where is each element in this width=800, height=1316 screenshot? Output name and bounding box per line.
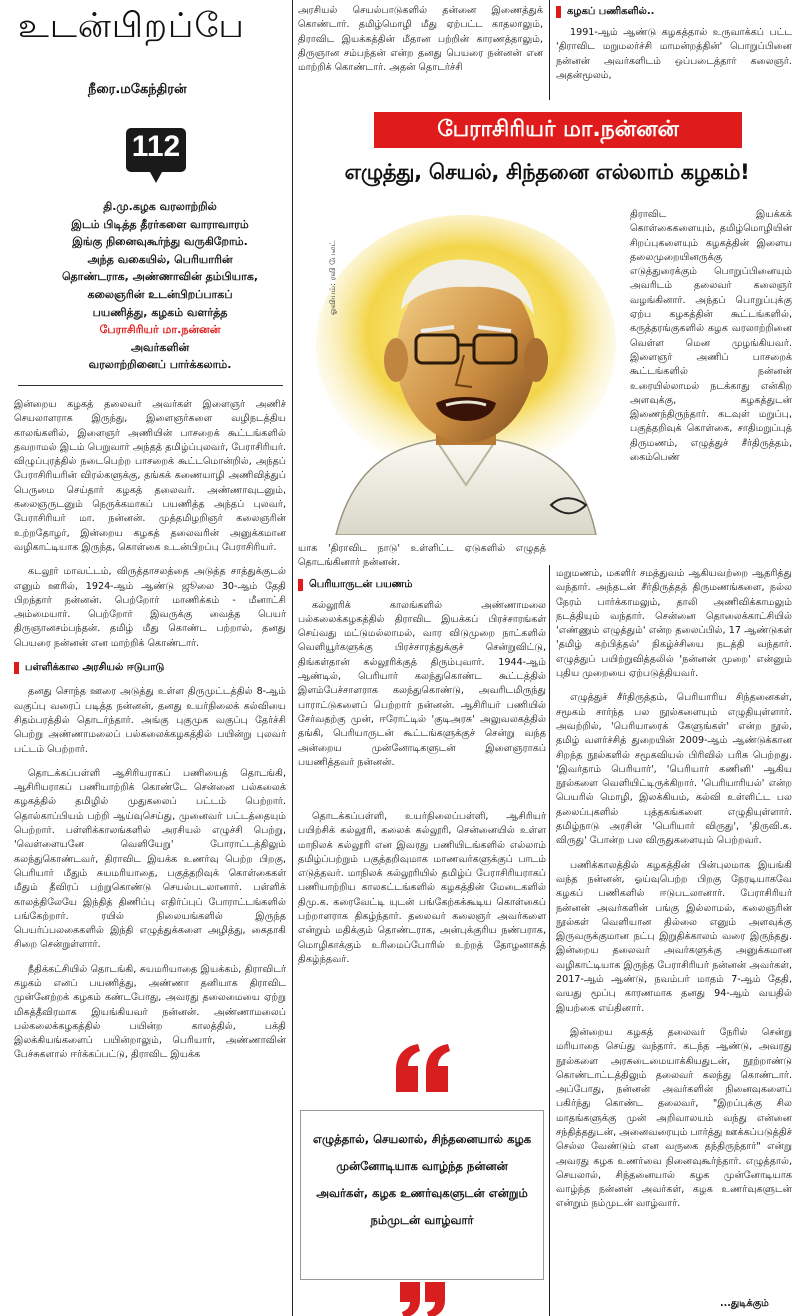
intro-line: இடம் பிடித்த தீரர்களை வாராவாரம் <box>71 217 249 231</box>
portrait-illustration <box>296 205 626 535</box>
intro-line: கலைஞரின் உடன்பிறப்பாகப் <box>87 287 233 301</box>
intro-block <box>40 198 280 374</box>
intro-divider <box>18 385 283 386</box>
column-divider <box>549 0 550 100</box>
column-3-top <box>556 6 792 102</box>
headline-main: எழுத்து, செயல், சிந்தனை எல்லாம் கழகம்! <box>344 160 750 184</box>
author-name: நீரை.மகேந்திரன் <box>88 82 187 97</box>
heading-bar <box>14 662 19 674</box>
intro-line: பயணித்து, கழகம் வளர்த்த <box>92 305 228 319</box>
illustration-credit: ஓவியம்: ரவி பேலட் <box>328 240 337 315</box>
column-3-lower <box>556 567 792 1297</box>
paragraph: மறுமணம், மகளிர் சமத்துவம் ஆகியவற்றை ஆதரித்து வந்தார். அந்தடன் சீர்திருத்தத் திருமணங்களை, நல்ல நேரம் பார்க்காமலும், தாலி அணிவிக்காமலும் நடத்தியும் வந்தார். சென்னை தொலைக்காட்சியில் 'எண்ணும் எழுத்தும்' என்ற தலைப்பில், 17 ஆண்டுகள் 'தமிழ் கற்பித்தல்' நிகழ்ச்சியை நடத்தி வந்தார். எழுத்துப் பயிற்றுவித்தலில் 'நன்னன் முறை' என்னும் புதிய முறையை ஏற்படுத்தியவர். <box>556 568 792 680</box>
section-heading: பெரியாருடன் பயணம் <box>298 579 546 591</box>
paragraph: இன்றைய கழகத் தலைவர் நேரில் சென்று மரியாதை செய்து வந்தார். கடந்த ஆண்டு, அவரது நூல்களை அரசுடைமையாக்கியதுடன், நூற்றாண்டு கொண்டாட்டத்திலும் தலைவர் கலந்து கொண்டார். அப்போது, நன்னன் அவர்களின் நினைவுகளைப் பகிர்ந்து கொண்ட தலைவர், "இறப்புக்கு சில மாதங்களுக்கு முன் அறிவாலயம் வந்து என்னை சந்தித்ததுடன், அனைவரையும் பார்த்து ஊக்கப்படுத்திச் செல்ல வேண்டும் என வருகை தந்திருந்தார்" என்று அவரது கழக உணர்வை நினைவுகூர்ந்தார். எழுத்தால், செயலால், சிந்தனையால் கழக முன்னோடியாக வாழ்ந்த நன்னன் அவர்கள், கழக உணர்வுகளுடன் என்றும் நம்முடன் வாழ்வார். <box>556 1026 792 1210</box>
close-quote-icon <box>398 1280 448 1316</box>
section-heading: கழகப் பணிகளில்.. <box>556 6 792 18</box>
paragraph: கடலூர் மாவட்டம், விருத்தாசலத்தை அடுத்த சாத்துக்குடல் எனும் ஊரில், 1924-ஆம் ஆண்டு ஜூலை 30-ஆம் தேதி பிறந்தார் நன்னன். பெற்றோர் மாணிக்கம் - மீனாட்சி அம்மையார். பெற்றோர் இவருக்கு வைத்த பெயர் திருஞானசம்பந்தன். தமிழ் மீது கொண்ட பற்றால், தனது பெயரை நன்னன் என மாற்றிக் கொண்டார். <box>14 566 286 649</box>
intro-line: வரலாற்றினைப் பார்க்கலாம். <box>88 358 232 372</box>
paragraph: அரசியல் செயல்பாடுகளில் தன்னை இணைத்துக் கொண்டார். தமிழ்மொழி மீது ஏற்பட்ட காதலாலும், திராவிட இயக்கத்தின் மீதான பற்றின் காரணத்தாலும், திருஞான சம்பந்தன் என்ற தனது பெயரை நன்னன் என மாற்றிக் கொண்டார். அதன் தொடர்ச்சி <box>298 5 543 74</box>
paragraph: எழுத்துச் சீர்திருத்தம், பெரியாரிய சிந்தனைகள், சமூகம் சார்ந்த பல நூல்களையும் எழுதியுள்ளார். அவற்றில், 'பெரியாரைக் கேளுங்கள்' என்ற நூல், தமிழ் வளர்ச்சித் துறையின் 2009-ஆம் ஆண்டுக்கான சிறந்த நூல்களில் சமூகவியல் பிரிவில் பரிசு பெற்றது. 'இவர்தாம் பெரியார்', 'பெரியார் கணினி' ஆகிய நூல்களை வெளியிட்டிருக்கிறார். 'பெரியாரியல்' என்ற பெயரில் மொழி, இலக்கியம், கல்வி உள்ளிட்ட பல தலைப்புகளில் புத்தகங்களை எழுதியுள்ளார். தமிழ்நாடு அரசின் 'பெரியார் விருது', 'திருவி.க. விருது' போன்ற பல விருதுகளையும் பெற்றவர். <box>556 692 792 847</box>
paragraph: கல்லூரிக் காலங்களில் அண்ணாமலை பல்கலைக்கழகத்தில் திராவிட இயக்கப் பிரச்சாரங்கள் செய்வது மட்டுமல்லாமல், வார விடுமுறை நாட்களில் வெளியூர்களுக்கு பிரச்சாரத்துக்குச் சென்றுவிட்டு, திங்கள்தான் கல்லூரிக்குத் திரும்புவார். 1944-ஆம் ஆண்டில், பெரியார் கலந்துகொண்ட கூட்டத்தில் இளம்பேச்சாளராக கலந்துகொண்டு, அவரிடமிருந்து பாராட்டுகளைப் பெற்றார் நன்னன். ஆசிரியர் பணியில் சேர்வதற்கு முன், ஈரோட்டில் 'குடிஅரசு' அலுவலகத்தில் தங்கி, பெரியாருடன் கூட்டங்களுக்குச் சென்று வந்த அன்றைய முன்னோடிகளுடன் இளைஞராகப் பயணித்தவர் நன்னன். <box>298 599 546 768</box>
intro-line: அவர்களின் <box>130 340 190 354</box>
section-heading: பள்ளிக்கால அரசியல் ஈடுபாடு <box>14 661 286 675</box>
pull-quote <box>298 1040 546 1316</box>
paragraph: தனது சொந்த ஊரை அடுத்து உள்ள திருமுட்டத்தில் 8-ஆம் வகுப்பு வரைப் படித்த நன்னன், தனது உயர்நிலைக் கல்வியை சிதம்பரத்தில் தொடர்ந்தார். அங்கு புகுமுக வகுப்பு தேர்ச்சி பெற்று அண்ணாமலைப் பல்கலைக்கழகத்தில் பயின்று புலவர் பட்டம் பெற்றார். <box>14 686 286 755</box>
quote-text: எழுத்தால், செயலால், சிந்தனையால் கழக முன்னோடியாக வாழ்ந்த நன்னன் அவர்கள், கழக உணர்வுகளுடன் என்றும் நம்முடன் வாழ்வார் <box>312 1132 532 1227</box>
episode-badge <box>126 128 186 178</box>
paragraph: திராவிட இயக்கக் கொள்கைகளையும், தமிழ்மொழியின் சிறப்புகளையும் கழகத்தின் இளைய தலைமுறையினருக்கு எடுத்துரைக்கும் பொறுப்பினையும் அவரிடம் தலைவர் கலைஞர் வழங்கினார். அந்தப் பொறுப்புக்கு ஏற்ப கழகத்தின் கூட்டங்களில், கருத்தரங்குகளில் கழக வரலாற்றினை வெள்ள மென முழங்கியவர். இளைஞர் அணிப் பாசறைக் கூட்டங்களில் நன்னன் உரையில்லாமல் நடக்காது என்கிற அளவுக்கு, கழகத்துடன் இணைந்திருந்தார். கடவுள் மறுப்பு, பகுத்தறிவுக் கொள்கை, சாதிமறுப்புத் திருமணம், எழுத்துச் சீர்திருத்தம், கைம்பெண் <box>630 209 792 464</box>
continued-marker: ...துடிக்கும் <box>720 1298 769 1309</box>
intro-line: இங்கு நினைவுகூர்ந்து வருகிறோம். <box>72 235 248 249</box>
paragraph: யாக 'திராவிட நாடு' உள்ளிட்ட ஏடுகளில் எழுதத் தொடங்கினார் நன்னன். <box>298 543 546 569</box>
heading-bar <box>556 6 561 18</box>
intro-highlight: பேராசிரியர் மா.நன்னன் <box>99 323 221 337</box>
heading-bar <box>298 579 303 591</box>
intro-line: அந்த வகையில், பெரியாரின் <box>87 252 233 266</box>
paragraph: நீதிக்கட்சியில் தொடங்கி, சுயமரியாதை இயக்கம், திராவிடர் கழகம் எனப் பயணித்து, அண்ணா தனியாக திராவிட முன்னேற்றக் கழகம் கண்டபோது, அவரது தலைமையை ஏற்று மிகத்தீவிரமாக இயங்கியவர் நன்னன். அண்ணாமலைப் பல்கலைக்கழகத்தில் பயின்ற காலத்தில், பக்தி இலக்கியங்களைப் பயின்றாலும், பெரியார், அண்ணாவின் பேச்சுகளால் ஈர்க்கப்பட்டு, திராவிட இயக்க <box>14 963 286 1061</box>
episode-number: 112 <box>131 130 181 163</box>
paragraph: இன்றைய கழகத் தலைவர் அவர்கள் இளைஞர் அணிச் செயலாளராக இருந்து, இளைஞர்களை வழிநடத்திய காலங்களில், இளைஞர் அணியின் பாசறைக் கூட்டங்களில் தவறாமல் இடம் பெறுவார் அந்தத் தமிழ்ப்புலவர், பேராசிரியர். விழுப்புரத்தில் நடைபெற்ற பாசறைக் கூட்டமொன்றில், அந்தப் பேராசிரியரின் விரல்களுக்கு, தங்கக் கணையாழி அணிவித்துப் பெருமை செய்தார் கழகத் தலைவர். அண்ணாவுடனும், கலைஞருடனும் நெருக்கமாகப் பயணித்த அந்தப் புலவர், பேராசிரியர் மா. நன்னன். முத்தமிழறிஞர் கலைஞரின் உற்றதோழர், இன்றைய கழகத் தலைவரின் அனுக்கமான வழிகாட்டியாக இருந்த, கொள்கை உடன்பிறப்பு பேராசிரியர். <box>14 399 286 553</box>
open-quote-icon <box>392 1042 452 1094</box>
column-1 <box>14 398 286 1313</box>
paragraph: தொடக்கப்பள்ளி ஆசிரியராகப் பணியைத் தொடங்கி, ஆசிரியராகப் பணியாற்றிக் கொண்டே சென்னை பல்கலைக் கழகத்தில் தமிழில் முதுகலைப் பட்டம் பெற்றார். தொல்காப்பியம் பற்றி ஆய்வுசெய்து, முனைவர் பட்டத்தையும் பெற்றார். பள்ளிக்காலங்களில் அரசியல் எழுச்சி பெற்று, 'வெள்ளையனே வெளியேறு' போராட்டத்திலும் கலந்துகொண்டவர், திராவிட இயக்க உணர்வு பெற்ற பிறகு, பெரியார் மீதும் சுயமரியாதை, பகுத்தறிவுக் கொள்கைகள் மீதும் தீவிரப் பற்றுகொண்டு செயல்படலானார். பள்ளிக் காலத்திலேயே இந்தித் திணிப்பு எதிர்ப்புப் போராட்டங்களில் பங்கேற்றார். ரயில் நிலையங்களில் இருந்த பெயர்ப்பலகைகளில் இந்தி எழுத்துக்களை அழித்து, கைதாகி சிறை சென்றுள்ளார். <box>14 767 286 951</box>
column-3-beside-image <box>630 208 792 563</box>
column-divider <box>549 565 550 1316</box>
intro-line: தொண்டராக, அண்ணாவின் தம்பியாக, <box>61 270 259 284</box>
series-title: உடன்பிறப்பே <box>18 6 245 46</box>
portrait-image <box>296 205 626 535</box>
headline-name-banner: பேராசிரியர் மா.நன்னன் <box>374 112 742 148</box>
intro-line: தி.மு.கழக வரலாற்றில் <box>103 200 217 213</box>
paragraph: தொடக்கப்பள்ளி, உயர்நிலைப்பள்ளி, ஆசிரியர் பயிற்சிக் கல்லூரி, கலைக் கல்லூரி, சென்னையில் உள்ள மாநிலக் கல்லூரி என இவரது பணியிடங்களில் எல்லாம் தமிழ்ப்பற்றும் பகுத்தறிவுமாக மாணவர்களுக்குப் பாடம் எடுத்தவர். மாநிலக் கல்லூரியில் தமிழ்ப் பேராசிரியராகப் பணியாற்றிய காலகட்டங்களில் கழகத்தின் மேடைகளில் திமு.க. கரைவேட்டி யுடன் பங்கேற்கக்கூடிய கொள்கைப் பற்றாளராக திகழ்ந்தார். தலைவர் கலைஞர் அவர்களை என்றும் மதிக்கும் தொண்டராக, அன்புக்குரிய நண்பராக, மொழிகாக்கும் உரிமைப்போரில் உற்றத் தோழனாகத் திகழ்ந்தவர். <box>298 811 546 965</box>
column-2-top <box>298 4 543 100</box>
column-divider <box>292 0 293 1316</box>
column-2-body <box>298 542 546 807</box>
paragraph: 1991-ஆம் ஆண்டு கழகத்தால் உருவாக்கப் பட்ட 'திராவிட மறுமலர்ச்சி மாமன்றத்தின்' பொறுப்பினை நன்னன் அவர்களிடம் ஒப்படைத்தார் கலைஞர். அதன்மூலம், <box>556 27 792 81</box>
paragraph: பணிக்காலத்தில் கழகத்தின் பின்புலமாக இயங்கி வந்த நன்னன், ஓய்வுபெற்ற பிறகு நேரடியாகவே கழகப் பணிகளில் ஈடுபடலானார். பேராசிரியர் நன்னன் அவர்களின் பங்கு இல்லாமல், கலைஞரின் நூல்கள் வெளியான தில்லை எனும் அளவுக்கு இருவருக்குமான நட்பு இறுதிக்காலம் வரை இருந்தது. இன்றைய தலைவர் அவர்களுக்கு அனுக்கமான வழிகாட்டியாக இருந்த பேராசிரியர் நன்னன் அவர்கள், 2017-ஆம் ஆண்டு, நவம்பர் மாதம் 7-ஆம் தேதி, வயது மூப்பு காரணமாக தனது 94-ஆம் வயதில் இயற்கை எய்தினார். <box>556 859 792 1014</box>
column-2-body-cont <box>298 810 546 1025</box>
